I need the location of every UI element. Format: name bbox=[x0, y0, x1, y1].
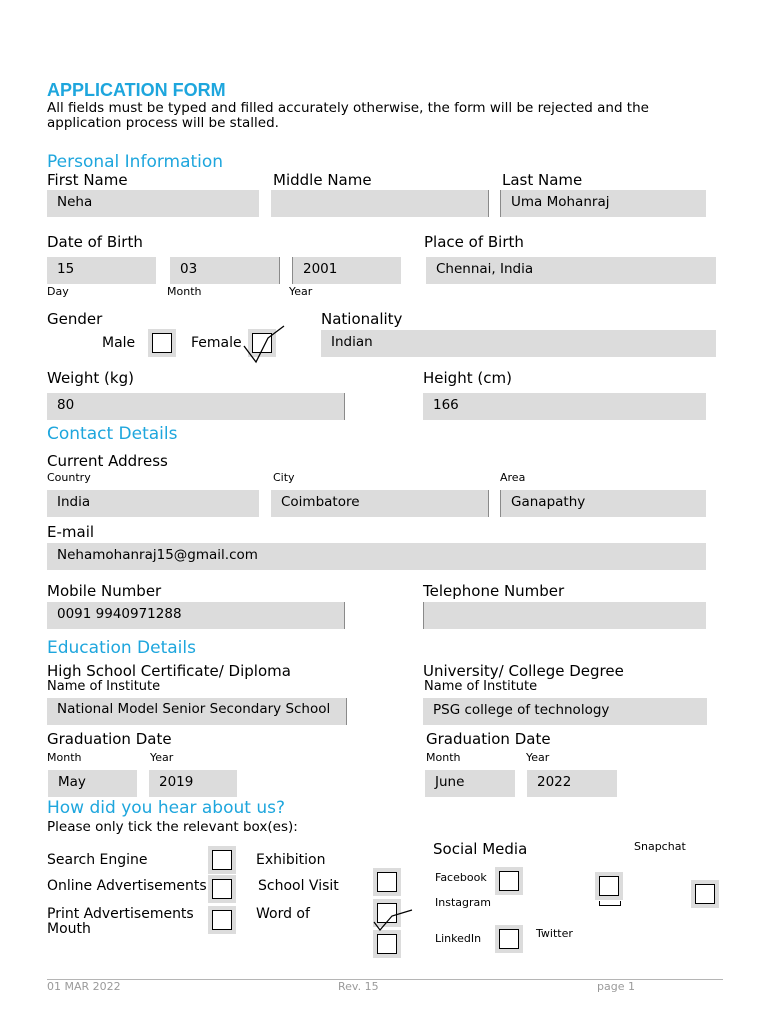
hs-graduation-label: Graduation Date bbox=[47, 730, 172, 748]
form-instructions: All fields must be typed and filled accurately otherwise, the form will be rejected and the application process will be stalled. bbox=[47, 100, 649, 131]
height-label: Height (cm) bbox=[423, 369, 512, 387]
hs-year-field[interactable]: 2019 bbox=[149, 770, 237, 797]
social-media-label: Social Media bbox=[433, 840, 528, 858]
email-label: E-mail bbox=[47, 523, 95, 541]
dob-year-field[interactable]: 2001 bbox=[292, 257, 401, 284]
word-of-mouth-checkbox[interactable] bbox=[373, 930, 401, 958]
footer-date: 01 MAR 2022 bbox=[47, 980, 121, 993]
twitter-checkbox-edge bbox=[599, 901, 621, 906]
dob-label: Date of Birth bbox=[47, 233, 143, 251]
uni-graduation-label: Graduation Date bbox=[426, 730, 551, 748]
area-caption: Area bbox=[500, 471, 526, 484]
university-label: University/ College Degree bbox=[423, 662, 624, 680]
snapchat-label: Snapchat bbox=[634, 840, 686, 853]
hs-year-caption: Year bbox=[150, 751, 174, 764]
instagram-label: Instagram bbox=[435, 896, 491, 909]
email-field[interactable]: Nehamohanraj15@gmail.com bbox=[47, 543, 706, 570]
search-engine-checkbox[interactable] bbox=[208, 846, 236, 874]
word-of-mouth-check-mark-icon bbox=[366, 904, 420, 934]
uni-month-field[interactable]: June bbox=[425, 770, 515, 797]
city-caption: City bbox=[273, 471, 295, 484]
country-caption: Country bbox=[47, 471, 91, 484]
dob-month-caption: Month bbox=[167, 285, 202, 298]
telephone-label: Telephone Number bbox=[423, 582, 565, 600]
uni-institute-field[interactable]: PSG college of technology bbox=[423, 698, 707, 725]
online-ads-label: Online Advertisements bbox=[47, 878, 207, 894]
footer-page-number: page 1 bbox=[597, 980, 635, 993]
pob-field[interactable]: Chennai, India bbox=[426, 257, 716, 284]
weight-field[interactable]: 80 bbox=[47, 393, 345, 420]
hs-month-field[interactable]: May bbox=[48, 770, 137, 797]
school-visit-label: School Visit bbox=[258, 878, 339, 894]
exhibition-checkbox[interactable] bbox=[373, 868, 401, 896]
exhibition-label: Exhibition bbox=[256, 852, 326, 868]
gender-male-label: Male bbox=[102, 335, 136, 351]
uni-year-caption: Year bbox=[526, 751, 550, 764]
last-name-label: Last Name bbox=[502, 171, 583, 189]
linkedin-checkbox[interactable] bbox=[495, 925, 523, 953]
middle-name-label: Middle Name bbox=[273, 171, 372, 189]
gender-female-label: Female bbox=[191, 335, 242, 351]
instagram-checkbox[interactable] bbox=[595, 872, 623, 900]
section-how-did-you-hear: How did you hear about us? bbox=[47, 798, 285, 818]
dob-month-field[interactable]: 03 bbox=[170, 257, 280, 284]
nationality-label: Nationality bbox=[321, 310, 403, 328]
linkedin-label: LinkedIn bbox=[435, 932, 482, 945]
middle-name-field[interactable] bbox=[271, 190, 489, 217]
search-engine-label: Search Engine bbox=[47, 852, 148, 868]
female-check-mark-icon bbox=[238, 322, 294, 368]
weight-label: Weight (kg) bbox=[47, 369, 134, 387]
hs-institute-caption: Name of Institute bbox=[47, 679, 161, 694]
section-education-details: Education Details bbox=[47, 638, 196, 658]
uni-month-caption: Month bbox=[426, 751, 461, 764]
hs-institute-field[interactable]: National Model Senior Secondary School bbox=[47, 698, 347, 725]
print-ads-checkbox[interactable] bbox=[208, 906, 236, 934]
hs-month-caption: Month bbox=[47, 751, 82, 764]
section-personal-information: Personal Information bbox=[47, 152, 224, 172]
form-title: APPLICATION FORM bbox=[47, 80, 226, 100]
country-field[interactable]: India bbox=[47, 490, 259, 517]
tick-instruction: Please only tick the relevant box(es): bbox=[47, 819, 298, 835]
mobile-field[interactable]: 0091 9940971288 bbox=[47, 602, 345, 629]
current-address-label: Current Address bbox=[47, 452, 168, 470]
print-ads-label: Print Advertisements bbox=[47, 906, 194, 922]
dob-day-caption: Day bbox=[47, 285, 69, 298]
pob-label: Place of Birth bbox=[424, 233, 524, 251]
uni-year-field[interactable]: 2022 bbox=[527, 770, 617, 797]
section-contact-details: Contact Details bbox=[47, 424, 178, 444]
facebook-label: Facebook bbox=[435, 871, 487, 884]
snapchat-checkbox[interactable] bbox=[691, 880, 719, 908]
dob-year-caption: Year bbox=[289, 285, 313, 298]
word-of-label: Word of bbox=[256, 906, 310, 922]
online-ads-checkbox[interactable] bbox=[208, 875, 236, 903]
area-field[interactable]: Ganapathy bbox=[500, 490, 706, 517]
facebook-checkbox[interactable] bbox=[495, 867, 523, 895]
first-name-field[interactable]: Neha bbox=[47, 190, 259, 217]
nationality-field[interactable]: Indian bbox=[321, 330, 716, 357]
height-field[interactable]: 166 bbox=[423, 393, 706, 420]
footer-revision: Rev. 15 bbox=[338, 980, 379, 993]
uni-institute-caption: Name of Institute bbox=[424, 679, 538, 694]
first-name-label: First Name bbox=[47, 171, 128, 189]
gender-male-checkbox[interactable] bbox=[148, 329, 176, 357]
high-school-label: High School Certificate/ Diploma bbox=[47, 662, 291, 680]
dob-day-field[interactable]: 15 bbox=[47, 257, 156, 284]
telephone-field[interactable] bbox=[423, 602, 706, 629]
mobile-label: Mobile Number bbox=[47, 582, 162, 600]
mouth-label: Mouth bbox=[47, 921, 91, 937]
last-name-field[interactable]: Uma Mohanraj bbox=[500, 190, 706, 217]
twitter-label: Twitter bbox=[536, 927, 573, 940]
city-field[interactable]: Coimbatore bbox=[271, 490, 489, 517]
gender-label: Gender bbox=[47, 310, 103, 328]
